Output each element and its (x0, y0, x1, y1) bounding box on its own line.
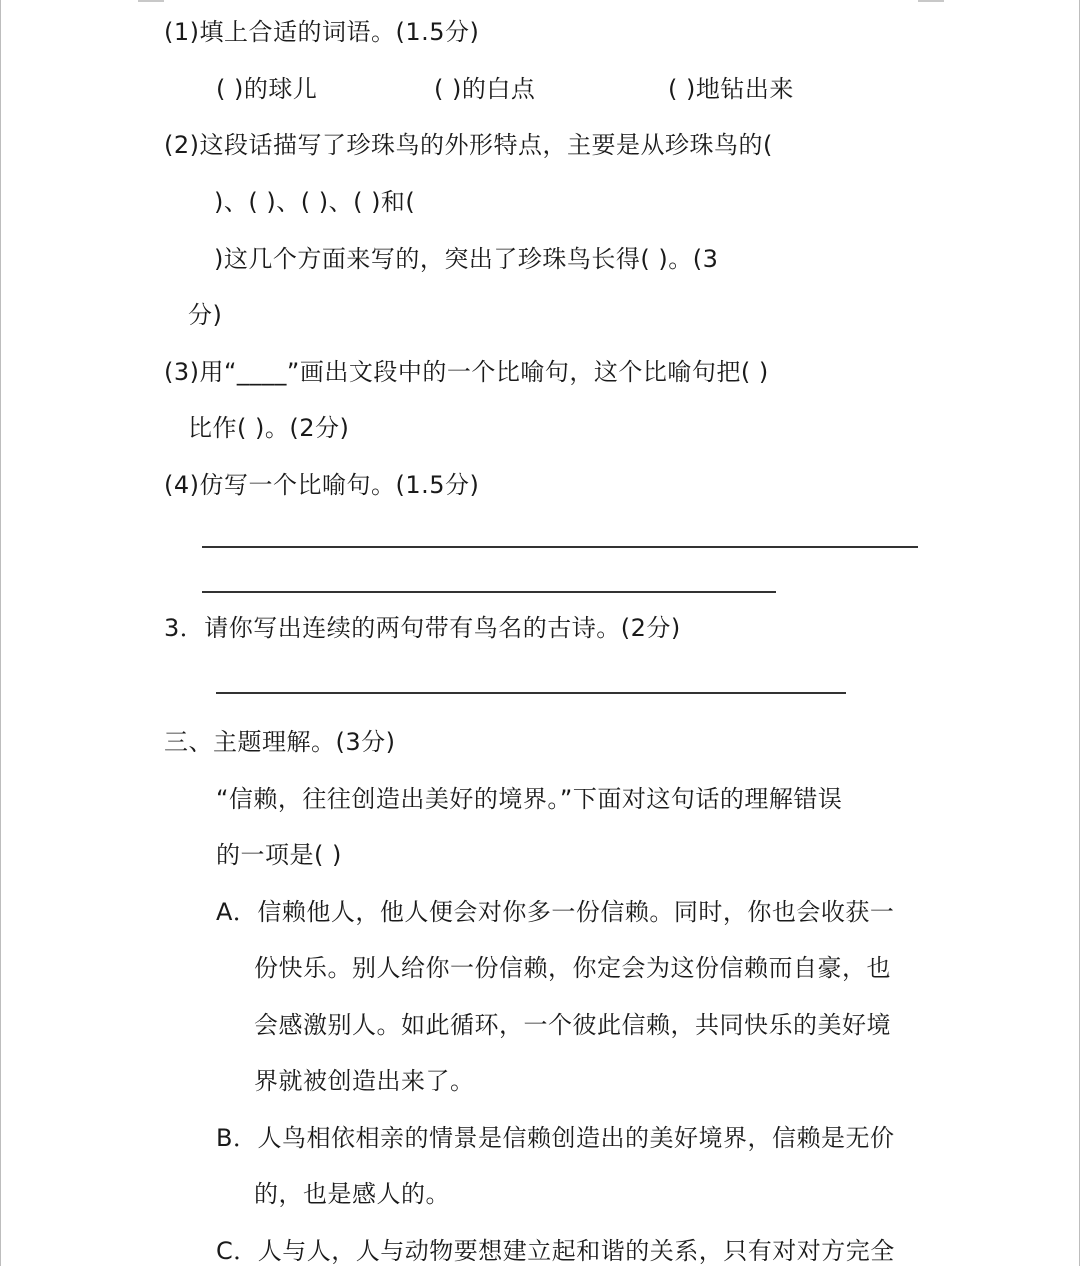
sub-question-3-line-2[interactable]: 比作( )。(2分) (188, 414, 350, 442)
option-a-line-1: A．信赖他人，他人便会对你多一份信赖。同时，你也会收获一 (216, 898, 895, 926)
sub-question-2-line-2[interactable]: )、( )、( )、( )和( (214, 188, 416, 216)
section-3-prompt-line-1: “信赖，往往创造出美好的境界。”下面对这句话的理解错误 (216, 785, 843, 813)
answer-line-2[interactable] (202, 591, 776, 593)
option-a-line-3: 会感激别人。如此循环，一个彼此信赖，共同快乐的美好境 (254, 1011, 891, 1039)
option-b-line-2: 的，也是感人的。 (254, 1180, 450, 1208)
answer-line-3[interactable] (216, 692, 846, 694)
blank-white-dot[interactable]: ( )的白点 (434, 75, 536, 103)
sub-question-2-line-1: (2)这段话描写了珍珠鸟的外形特点，主要是从珍珠鸟的( (164, 131, 773, 159)
page-left-edge (0, 0, 1, 1266)
sub-question-3-line-1[interactable]: (3)用“____”画出文段中的一个比喻句，这个比喻句把( ) (164, 358, 769, 386)
option-a-line-4: 界就被创造出来了。 (254, 1067, 475, 1095)
section-3-heading: 三、主题理解。(3分) (164, 728, 396, 756)
option-a-line-2: 份快乐。别人给你一份信赖，你定会为这份信赖而自豪，也 (254, 954, 891, 982)
blank-drill-out[interactable]: ( )地钻出来 (668, 75, 794, 103)
question-3-title: 3．请你写出连续的两句带有鸟名的古诗。(2分) (164, 614, 681, 642)
blank-ball[interactable]: ( )的球儿 (216, 75, 318, 103)
sub-question-2-line-4: 分) (188, 301, 223, 329)
sub-question-1-title: (1)填上合适的词语。(1.5分) (164, 18, 480, 46)
option-c-line-1: C．人与人，人与动物要想建立起和谐的关系，只有对对方完全 (216, 1237, 895, 1265)
sub-question-4-title: (4)仿写一个比喻句。(1.5分) (164, 471, 480, 499)
page-corner-mark-right (918, 0, 944, 2)
option-b-line-1: B．人鸟相依相亲的情景是信赖创造出的美好境界，信赖是无价 (216, 1124, 895, 1152)
page-corner-mark-left (138, 0, 164, 2)
section-3-prompt-line-2[interactable]: 的一项是( ) (216, 841, 342, 869)
answer-line-1[interactable] (202, 546, 918, 548)
sub-question-2-line-3[interactable]: )这几个方面来写的，突出了珍珠鸟长得( )。(3 (214, 245, 719, 273)
